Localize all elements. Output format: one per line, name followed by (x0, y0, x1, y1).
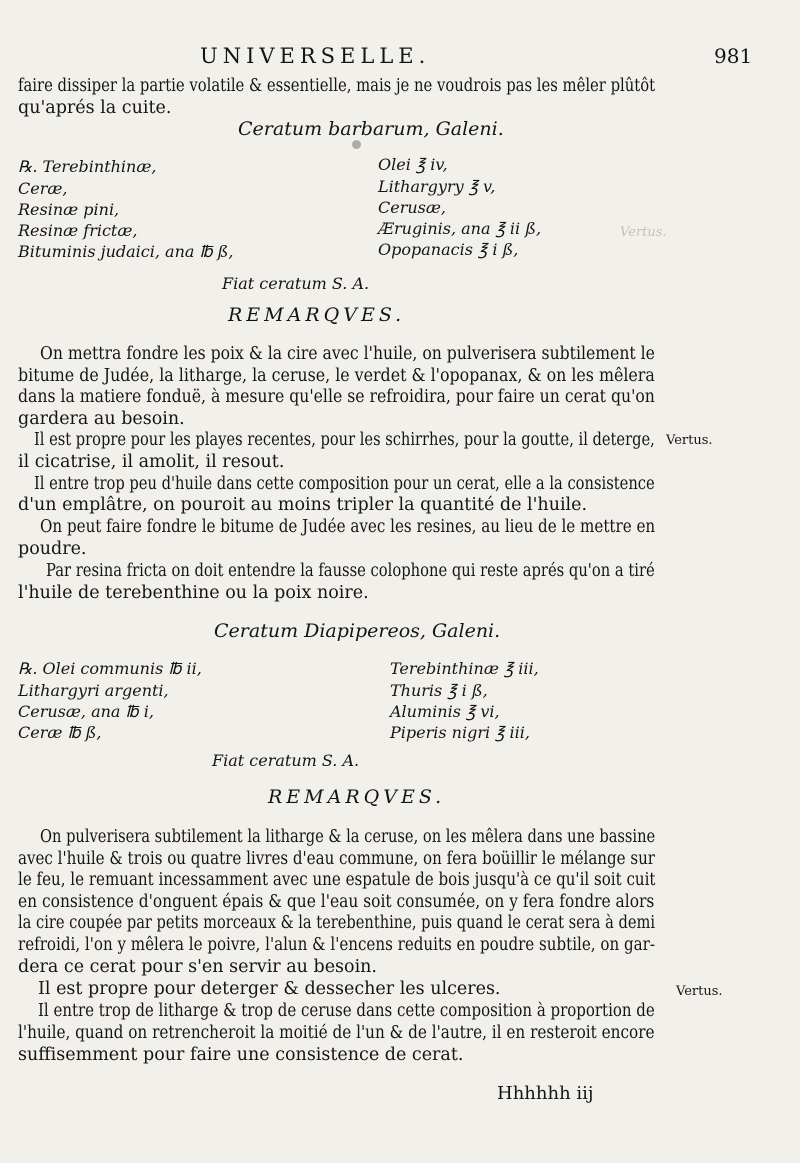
ingredient-left: Resinæ frictæ, (18, 221, 138, 240)
paragraph-line: dans la matiere fonduë, à mesure qu'elle se refroidira, pour faire un cerat qu'on (18, 387, 655, 407)
ingredient-left: Ceræ, (18, 179, 68, 198)
paragraph-line: Par resina fricta on doit entendre la fausse colophone qui reste aprés qu'on a tiré (46, 561, 655, 581)
ingredient-right: Opopanacis ℥ i ß, (378, 240, 519, 259)
paragraph-line: poudre. (18, 539, 87, 559)
paragraph-line: Il est propre pour deterger & dessecher les ulceres. (38, 979, 501, 999)
ingredient-left: ℞. Terebinthinæ, (18, 157, 157, 176)
recipe-title: Ceratum Diapipereos, Galeni. (214, 620, 501, 642)
recipe-title: Ceratum barbarum, Galeni. (238, 118, 504, 140)
remarques-heading: REMARQVES. (228, 304, 406, 326)
ingredient-left: Cerusæ, ana ℔ i, (18, 702, 154, 721)
ingredient-right: Lithargyry ℥ v, (378, 177, 496, 196)
margin-note: Vertus. (666, 433, 713, 448)
ingredient-right: Terebinthinæ ℥ iii, (390, 659, 539, 678)
paragraph-line: avec l'huile & trois ou quatre livres d'eau commune, on fera boüillir le mélange sur (18, 849, 656, 869)
ingredient-left: Resinæ pini, (18, 200, 120, 219)
catchword-signature: Hhhhhh iij (497, 1083, 594, 1104)
paragraph-line: refroidi, l'on y mêlera le poivre, l'alun & l'encens reduits en poudre subtile, on gar- (18, 935, 655, 955)
paragraph-line: Il entre trop peu d'huile dans cette composition pour un cerat, elle a la consistence (34, 474, 655, 494)
paragraph-line: en consistence d'onguent épais & que l'eau soit consumée, on y fera fondre alors (18, 892, 655, 912)
ingredient-right: Cerusæ, (378, 198, 446, 217)
remarques-heading: REMARQVES. (268, 786, 446, 808)
paragraph-line: suffisemment pour faire une consistence de cerat. (18, 1045, 464, 1065)
show-through-text: Vertus. (620, 225, 667, 240)
intro-line: qu'aprés la cuite. (18, 98, 172, 118)
ingredient-left: Ceræ ℔ ß, (18, 723, 102, 742)
paragraph-line: Il est propre pour les playes recentes, pour les schirrhes, pour la goutte, il deterge, (34, 430, 655, 450)
running-title: UNIVERSELLE. (200, 44, 431, 68)
paragraph-line: On mettra fondre les poix & la cire avec l'huile, on pulverisera subtilement le (40, 344, 655, 364)
paragraph-line: l'huile, quand on retrencheroit la moitié de l'un & de l'autre, il en resteroit encore (18, 1023, 655, 1043)
paragraph-line: Il entre trop de litharge & trop de ceruse dans cette composition à proportion de (38, 1001, 655, 1021)
ingredient-right: Æruginis, ana ℥ ii ß, (378, 219, 542, 238)
paragraph-line: gardera au besoin. (18, 409, 185, 429)
running-head (0, 44, 800, 74)
paragraph-line: la cire coupée par petits morceaux & la terebenthine, puis quand le cerat sera à demi (18, 913, 656, 933)
paragraph-line: On peut faire fondre le bitume de Judée avec les resines, au lieu de le mettre en (40, 517, 656, 537)
ingredient-right: Olei ℥ iv, (378, 155, 448, 174)
paragraph-line: bitume de Judée, la litharge, la ceruse, le verdet & l'opopanax, & on les mêlera (18, 366, 655, 386)
margin-note: Vertus. (676, 984, 723, 999)
page-number: 981 (714, 44, 753, 68)
fiat-line: Fiat ceratum S. A. (222, 274, 370, 293)
ink-spot (352, 140, 361, 149)
paragraph-line: dera ce cerat pour s'en servir au besoin. (18, 957, 377, 977)
ingredient-left: Bituminis judaici, ana ℔ ß, (18, 242, 234, 261)
paragraph-line: le feu, le remuant incessamment avec une espatule de bois jusqu'à ce qu'il soit cuit (18, 870, 656, 890)
ingredient-left: ℞. Olei communis ℔ ii, (18, 659, 202, 678)
intro-line: faire dissiper la partie volatile & essentielle, mais je ne voudrois pas les mêler plûtôt (18, 76, 656, 96)
ingredient-right: Aluminis ℥ vi, (390, 702, 500, 721)
paragraph-line: il cicatrise, il amolit, il resout. (18, 452, 285, 472)
paragraph-line: On pulverisera subtilement la litharge & la ceruse, on les mêlera dans une bassine (40, 827, 656, 847)
ingredient-right: Thuris ℥ i ß, (390, 681, 488, 700)
ingredient-left: Lithargyri argenti, (18, 681, 169, 700)
paragraph-line: l'huile de terebenthine ou la poix noire. (18, 583, 369, 603)
ingredient-right: Piperis nigri ℥ iii, (390, 723, 530, 742)
fiat-line: Fiat ceratum S. A. (212, 751, 360, 770)
paragraph-line: d'un emplâtre, on pouroit au moins tripler la quantité de l'huile. (18, 495, 588, 515)
